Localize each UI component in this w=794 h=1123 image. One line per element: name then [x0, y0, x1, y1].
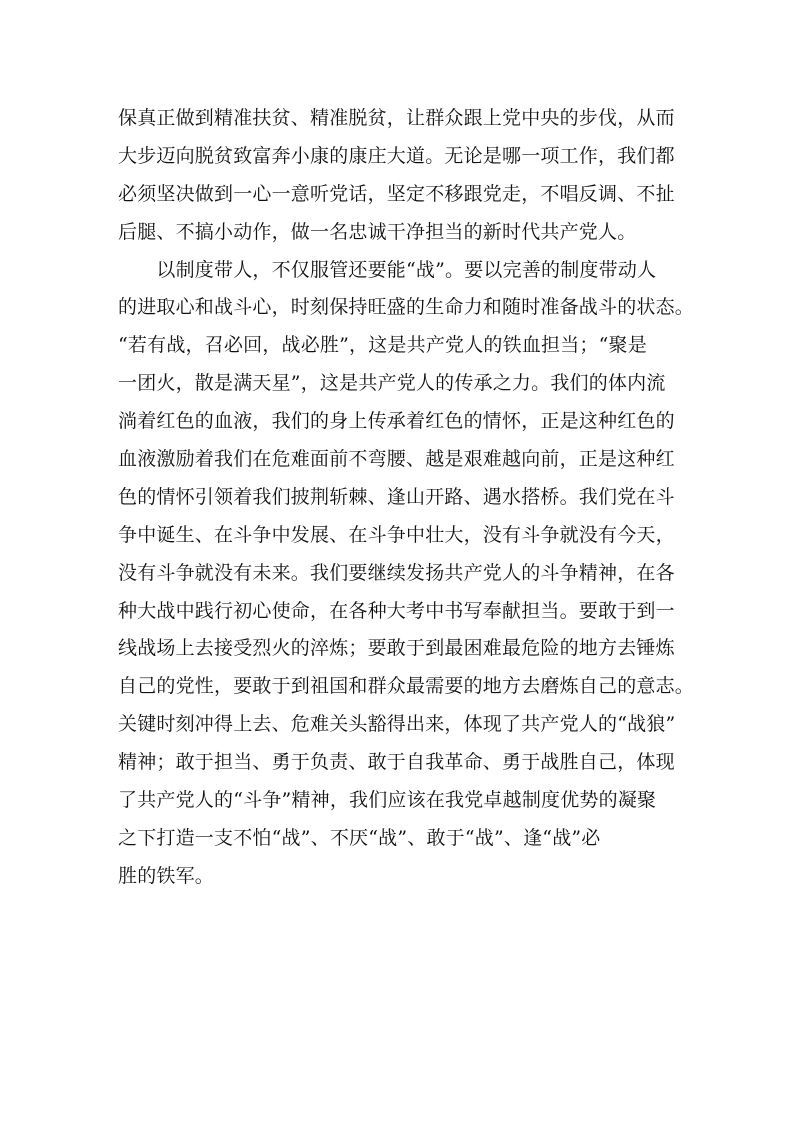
text-line: 种大战中践行初心使命，在各种大考中书写奉献担当。要敢于到一 — [118, 599, 675, 622]
text-line: 的进取心和战斗心，时刻保持旺盛的生命力和随时准备战斗的状态。 — [118, 296, 695, 319]
text-line: 大步迈向脱贫致富奔小康的康庄大道。无论是哪一项工作，我们都 — [118, 144, 675, 167]
text-line: “若有战，召必回，战必胜”，这是共产党人的铁血担当；“聚是 — [118, 334, 647, 357]
text-line: 胜的铁军。 — [118, 864, 215, 887]
text-line: 没有斗争就没有未来。我们要继续发扬共产党人的斗争精神，在各 — [118, 561, 675, 584]
body-text — [118, 100, 695, 896]
text-line: 自己的党性，要敢于到祖国和群众最需要的地方去磨炼自己的意志。 — [118, 675, 695, 698]
text-line: 了共产党人的“斗争”精神，我们应该在我党卓越制度优势的凝聚 — [118, 789, 657, 812]
text-line: 后腿、不搞小动作，做一名忠诚干净担当的新时代共产党人。 — [118, 220, 637, 243]
text-line: 保真正做到精准扶贫、精准脱贫，让群众跟上党中央的步伐，从而 — [118, 107, 675, 129]
text-line: 争中诞生、在斗争中发展、在斗争中壮大，没有斗争就没有今天， — [118, 523, 675, 546]
text-line: 之下打造一支不怕“战”、不厌“战”、敢于“战”、逢“战”必 — [118, 826, 601, 849]
text-line: 必须坚决做到一心一意听党话，坚定不移跟党走，不唱反调、不扯 — [118, 182, 675, 205]
text-line: 线战场上去接受烈火的淬炼；要敢于到最困难最危险的地方去锤炼 — [118, 637, 675, 660]
text-line: 淌着红色的血液，我们的身上传承着红色的情怀，正是这种红色的 — [118, 410, 675, 433]
text-line: 关键时刻冲得上去、危难关头豁得出来，体现了共产党人的“战狼” — [118, 713, 676, 736]
text-line: 血液激励着我们在危难面前不弯腰、越是艰难越向前，正是这种红 — [118, 448, 675, 471]
text-line: 一团火，散是满天星”，这是共产党人的传承之力。我们的体内流 — [118, 372, 666, 395]
text-line: 精神；敢于担当、勇于负责、敢于自我革命、勇于战胜自己，体现 — [118, 751, 675, 774]
paragraph-start-line: 以制度带人，不仅服管还要能“战”。要以完善的制度带动人 — [118, 258, 657, 281]
text-line: 色的情怀引领着我们披荆斩棘、逢山开路、遇水搭桥。我们党在斗 — [118, 485, 675, 508]
